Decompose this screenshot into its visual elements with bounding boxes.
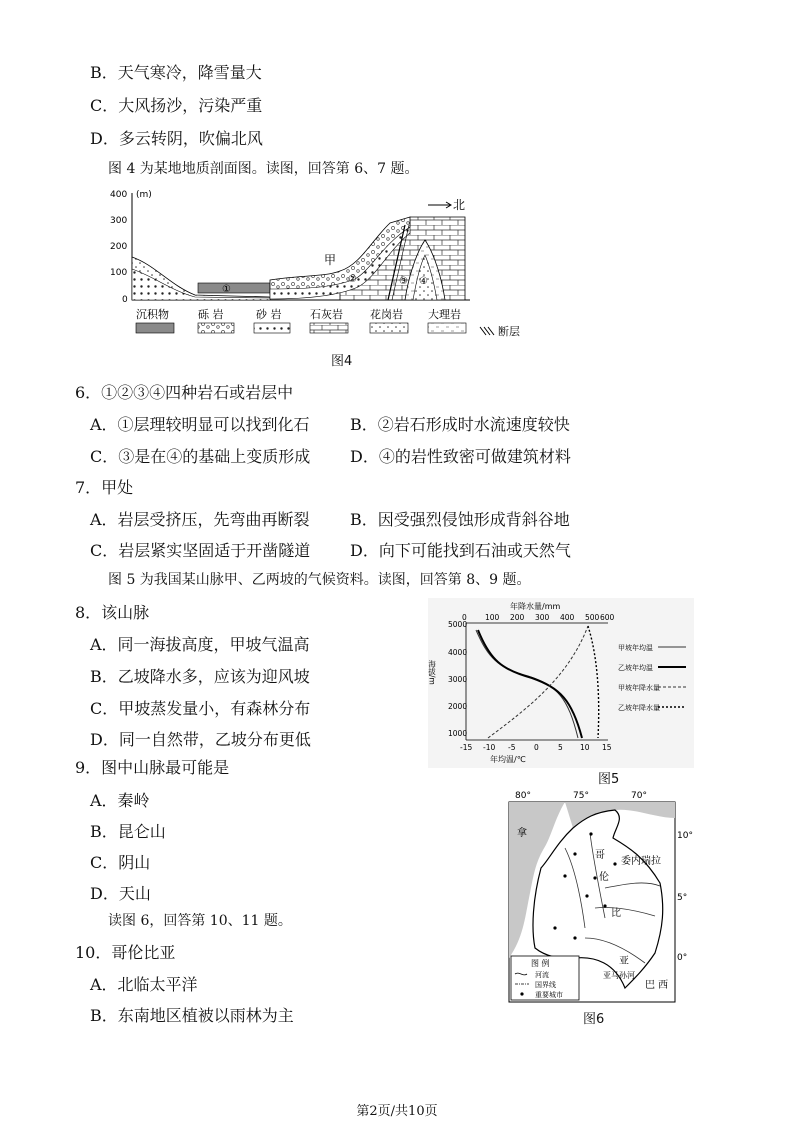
- q9-stem: 9．图中山脉最可能是: [75, 758, 230, 777]
- fig5-top-tick: 600: [600, 613, 615, 622]
- q8-option-c: C．甲坡蒸发量小，有森林分布: [90, 699, 311, 718]
- fig5-bottom-tick: 10: [580, 743, 590, 752]
- fig6-label-brazil: 巴 西: [645, 980, 669, 991]
- fig5-bottom-tick: 5: [558, 743, 563, 752]
- fig6-label-venezuela: 委内瑞拉: [621, 856, 661, 867]
- fig5-top-tick: 400: [560, 613, 575, 622]
- fig6-lon-label: 70°: [631, 791, 647, 801]
- q10-option-a: A．北临太平洋: [90, 975, 198, 994]
- q6-option-c: C．③是在④的基础上变质形成: [90, 447, 311, 466]
- fig4-ytick-300: 300: [110, 216, 128, 226]
- fig6-legend-title: 图 例: [531, 959, 550, 968]
- figure-4-geologic-section: [110, 185, 530, 370]
- q7-option-a: A．岩层受挤压，先弯曲再断裂: [90, 510, 310, 529]
- fig5-top-tick: 100: [485, 613, 500, 622]
- figure-6-colombia-map: [495, 788, 695, 1006]
- fig5-top-tick: 500: [585, 613, 600, 622]
- q9-option-d: D．天山: [90, 884, 151, 903]
- q7-option-d: D．向下可能找到石油或天然气: [350, 541, 571, 560]
- q8-option-b: B．乙坡降水多，应该为迎风坡: [90, 667, 310, 686]
- fig4-ytick-200: 200: [110, 242, 128, 252]
- fig4-legend-conglomerate: 砾 岩: [198, 308, 224, 321]
- fig4-label-4: ④: [419, 276, 428, 287]
- fig6-legend-river: 河流: [535, 971, 549, 979]
- fig6-lon-label: 80°: [515, 791, 531, 801]
- fig6-legend-city: 重要城市: [535, 991, 563, 999]
- q9-option-c: C．阴山: [90, 853, 151, 872]
- q5-option-d: D．多云转阴，吹偏北风: [90, 129, 263, 148]
- q7-option-b: B．因受强烈侵蚀形成背斜谷地: [350, 510, 570, 529]
- fig4-caption: 图4: [331, 354, 353, 369]
- fig4-label-3: ③: [399, 276, 408, 287]
- q7-option-c: C．岩层紧实坚固适于开凿隧道: [90, 541, 311, 560]
- q6-option-b: B．②岩石形成时水流速度较快: [350, 415, 570, 434]
- q9-option-a: A．秦岭: [90, 791, 150, 810]
- fig4-fault-legend-icon: [480, 327, 494, 335]
- fig4-label-jia: 甲: [324, 253, 337, 267]
- fig5-top-tick: 0: [462, 613, 467, 622]
- page-footer: 第2页/共10页: [356, 1104, 438, 1119]
- fig4-label-2: ②: [348, 274, 357, 285]
- fig6-label-bi: 比: [611, 908, 621, 919]
- fig6-label-panama: 拿: [517, 828, 527, 839]
- intro-fig6: 读图 6，回答第 10、11 题。: [108, 913, 292, 929]
- fig4-ytick-100: 100: [110, 268, 128, 278]
- intro-fig4: 图 4 为某地地质剖面图。读图，回答第 6、7 题。: [108, 161, 419, 177]
- q5-option-c: C．大风扬沙，污染严重: [90, 96, 263, 115]
- fig4-sediment-layer-1: [198, 283, 270, 293]
- q6-stem: 6．①②③④四种岩石或岩层中: [75, 383, 294, 402]
- fig6-caption: 图6: [583, 1012, 605, 1027]
- fig5-y-label: 海拔/m: [428, 660, 437, 685]
- fig4-ytick-400: 400: [110, 190, 128, 200]
- fig4-legend-fault: 断层: [498, 325, 520, 338]
- q8-option-d: D．同一自然带，乙坡分布更低: [90, 730, 311, 749]
- fig6-legend-border: 国界线: [535, 981, 556, 989]
- fig5-top-tick: 200: [510, 613, 525, 622]
- fig4-legend-sandstone: 砂 岩: [256, 308, 282, 321]
- q8-stem: 8．该山脉: [75, 603, 150, 622]
- fig6-label-amazon: 亚马孙河: [603, 971, 635, 980]
- fig5-bottom-tick: -5: [508, 743, 516, 752]
- intro-fig5: 图 5 为我国某山脉甲、乙两坡的气候资料。读图，回答第 8、9 题。: [108, 572, 531, 588]
- fig6-label-ya: 亚: [619, 956, 629, 967]
- q6-option-a: A．①层理较明显可以找到化石: [90, 415, 310, 434]
- fig5-bottom-tick: 15: [602, 743, 612, 752]
- fig5-bottom-tick: 0: [534, 743, 539, 752]
- q9-option-b: B．昆仑山: [90, 822, 166, 841]
- figure-5-climate-chart: [428, 598, 694, 768]
- fig5-caption: 图5: [598, 772, 620, 787]
- fig4-legend-limestone: 石灰岩: [310, 308, 343, 321]
- fig6-label-ge: 哥: [595, 850, 605, 861]
- fig6-lon-label: 75°: [573, 791, 589, 801]
- q10-stem: 10．哥伦比亚: [75, 943, 176, 962]
- fig4-legend-granite: 花岗岩: [370, 308, 403, 321]
- fig5-top-tick: 300: [535, 613, 550, 622]
- fig4-north-label: 北: [453, 198, 466, 212]
- fig4-legend-marble: 大理岩: [428, 308, 461, 321]
- fig5-legend-yi-temp: 乙坡年均温: [618, 664, 653, 672]
- q8-option-a: A．同一海拔高度，甲坡气温高: [90, 635, 310, 654]
- fig5-ytick: 3000: [448, 675, 468, 684]
- fig4-ytick-0: 0: [122, 295, 128, 305]
- fig5-legend-jia-temp: 甲坡年均温: [618, 644, 653, 652]
- q10-option-b: B．东南地区植被以雨林为主: [90, 1006, 294, 1025]
- fig5-bottom-tick: -10: [483, 743, 496, 752]
- fig5-ytick: 5000: [448, 620, 468, 629]
- fig5-legend-jia-precip: 甲坡年降水量: [618, 684, 660, 692]
- fig5-ytick: 4000: [448, 648, 468, 657]
- fig4-label-1: ①: [222, 284, 231, 295]
- fig5-bottom-axis-label: 年均温/℃: [490, 755, 526, 764]
- fig5-ytick: 2000: [448, 702, 468, 711]
- fig4-legend-sediment: 沉积物: [136, 308, 169, 321]
- q5-option-b: B．天气寒冷，降雪量大: [90, 63, 262, 82]
- fig6-lat-label: 0°: [677, 953, 688, 963]
- fig5-legend-yi-precip: 乙坡年降水量: [618, 704, 660, 712]
- fig6-label-lun: 伦: [599, 872, 609, 883]
- fig5-ytick: 1000: [448, 729, 468, 738]
- fig5-top-axis-label: 年降水量/mm: [510, 602, 561, 611]
- q6-option-d: D．④的岩性致密可做建筑材料: [350, 447, 571, 466]
- fig4-y-unit: (m): [136, 190, 152, 200]
- fig5-bottom-tick: -15: [460, 743, 473, 752]
- fig6-lat-label: 5°: [677, 893, 688, 903]
- q7-stem: 7．甲处: [75, 478, 134, 497]
- fig6-lat-label: 10°: [677, 831, 693, 841]
